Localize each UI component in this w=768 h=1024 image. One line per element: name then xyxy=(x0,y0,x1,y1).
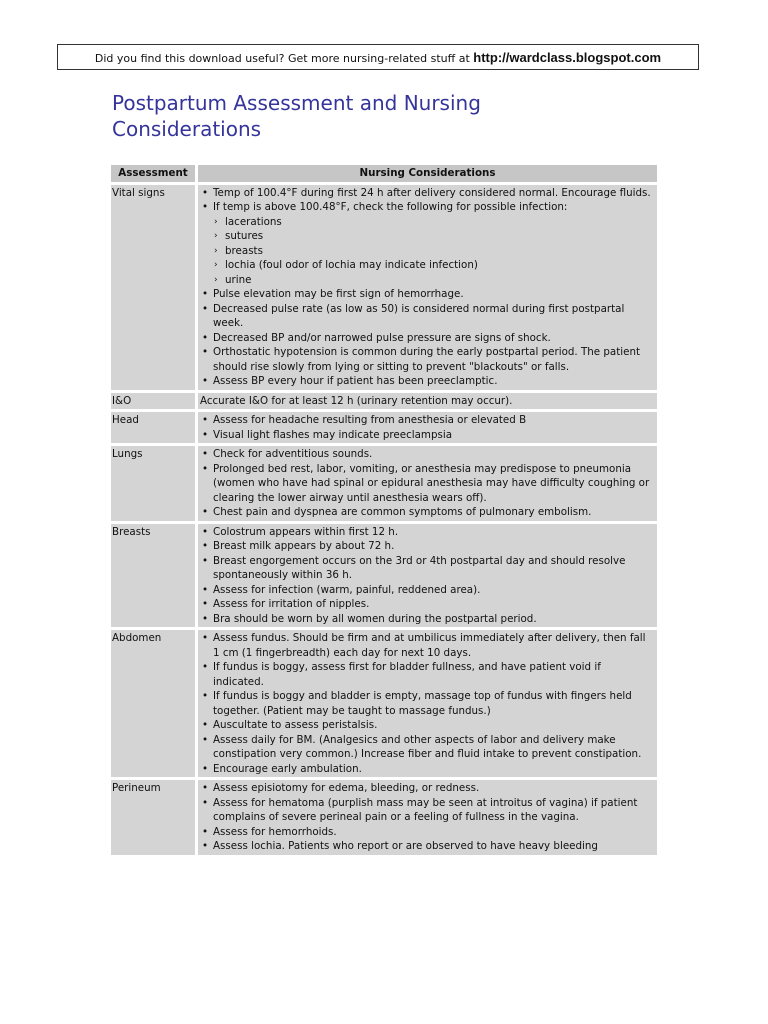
consideration-item-text: Assess for hematoma (purplish mass may be seen at introitus of vagina) if patient complains of severe perineal pain or a feeling of fullness in the vagina. xyxy=(213,796,638,823)
banner-text: Did you find this download useful? Get more nursing-related stuff at xyxy=(94,52,470,65)
consideration-item-text: Visual light flashes may indicate preeclampsia xyxy=(213,428,453,441)
considerations-cell xyxy=(198,412,657,443)
consideration-item-text: If fundus is boggy, assess first for bladder fullness, and have patient void if indicated. xyxy=(213,661,601,688)
assessment-cell: Breasts xyxy=(111,524,198,628)
consideration-item-text: Assess for infection (warm, painful, reddened area). xyxy=(213,583,481,596)
consideration-item-text: Bra should be worn by all women during the postpartal period. xyxy=(213,612,537,625)
consideration-item xyxy=(200,428,655,443)
consideration-item xyxy=(200,505,655,520)
consideration-item-text: Assess for headache resulting from anesthesia or elevated B xyxy=(213,414,527,426)
table-row xyxy=(111,524,657,628)
consideration-item-text: Breast engorgement occurs on the 3rd or 4th postpartal day and should resolve spontaneously within 36 h. xyxy=(213,554,626,581)
consideration-item xyxy=(200,554,655,583)
consideration-list xyxy=(200,525,655,627)
consideration-item xyxy=(200,733,655,762)
header-nursing-considerations: Nursing Considerations xyxy=(198,165,657,182)
considerations-cell xyxy=(198,393,657,410)
table-row xyxy=(111,446,657,521)
consideration-item-text: Assess episiotomy for edema, bleeding, or redness. xyxy=(213,782,480,794)
assessment-cell: I&O xyxy=(111,393,198,410)
considerations-cell xyxy=(198,524,657,628)
consideration-item-text: Encourage early ambulation. xyxy=(213,762,362,775)
considerations-cell xyxy=(198,780,657,855)
consideration-item xyxy=(200,462,655,506)
table-row xyxy=(111,393,657,410)
consideration-item-text: Auscultate to assess peristalsis. xyxy=(213,719,378,731)
consideration-item xyxy=(200,762,655,777)
table-row xyxy=(111,412,657,443)
sub-item: › lochia (foul odor of lochia may indicate infection) xyxy=(213,258,655,273)
sub-item: › breasts xyxy=(213,244,655,259)
consideration-list xyxy=(200,631,655,776)
consideration-text: Accurate I&O for at least 12 h (urinary retention may occur). xyxy=(200,394,513,407)
consideration-item-text: Breast milk appears by about 72 h. xyxy=(213,540,395,552)
sub-item: › urine xyxy=(213,273,655,288)
sub-item: › lacerations xyxy=(213,215,655,230)
consideration-item xyxy=(200,302,655,331)
consideration-item-text: Assess for hemorrhoids. xyxy=(213,825,337,838)
assessment-table xyxy=(111,162,657,858)
consideration-item-text: Assess BP every hour if patient has been preeclamptic. xyxy=(213,375,498,387)
table-row xyxy=(111,185,657,390)
consideration-item-text: If fundus is boggy and bladder is empty, massage top of fundus with fingers held together. (Patient may be taught to massage fundus.) xyxy=(213,690,632,717)
table-header-row xyxy=(111,165,657,182)
consideration-item xyxy=(200,825,655,840)
consideration-item xyxy=(200,374,655,389)
assessment-cell: Lungs xyxy=(111,446,198,521)
assessment-cell: Vital signs xyxy=(111,185,198,390)
consideration-item xyxy=(200,539,655,554)
consideration-item-text: Check for adventitious sounds. xyxy=(213,448,373,460)
consideration-item xyxy=(200,689,655,718)
consideration-item xyxy=(200,413,655,428)
consideration-item xyxy=(200,718,655,733)
considerations-cell xyxy=(198,630,657,777)
considerations-cell xyxy=(198,185,657,390)
assessment-cell: Abdomen xyxy=(111,630,198,777)
consideration-item xyxy=(200,331,655,346)
consideration-item xyxy=(200,660,655,689)
consideration-item-text: Decreased pulse rate (as low as 50) is considered normal during first postpartal week. xyxy=(213,302,625,329)
consideration-item-text: Assess lochia. Patients who report or are observed to have heavy bleeding xyxy=(213,840,598,852)
consideration-list xyxy=(200,413,655,442)
consideration-item xyxy=(200,583,655,598)
consideration-item xyxy=(200,796,655,825)
consideration-item xyxy=(200,186,655,201)
consideration-item-text: Assess daily for BM. (Analgesics and other aspects of labor and delivery make constipation very common.) Increase fiber and fluid intake to prevent constipation. xyxy=(213,733,642,760)
download-banner xyxy=(57,44,699,70)
consideration-item xyxy=(200,447,655,462)
consideration-item-text: Assess for irritation of nipples. xyxy=(213,598,370,610)
consideration-item-text: Colostrum appears within first 12 h. xyxy=(213,525,399,538)
sub-item: › sutures xyxy=(213,229,655,244)
consideration-item-text: Assess fundus. Should be firm and at umbilicus immediately after delivery, then fall 1 cm (1 fingerbreadth) each day for next 10 days. xyxy=(213,632,646,659)
sub-list xyxy=(213,215,655,288)
table-row xyxy=(111,630,657,777)
consideration-item xyxy=(200,612,655,627)
table-body xyxy=(111,185,657,855)
consideration-item xyxy=(200,839,655,854)
consideration-item xyxy=(200,200,655,287)
assessment-cell: Head xyxy=(111,412,198,443)
consideration-item-text: Temp of 100.4°F during first 24 h after delivery considered normal. Encourage fluids. xyxy=(213,186,651,199)
consideration-item xyxy=(200,781,655,796)
table-row xyxy=(111,780,657,855)
considerations-cell xyxy=(198,446,657,521)
banner-link[interactable]: http://wardclass.blogspot.com xyxy=(473,50,662,65)
page-title: Postpartum Assessment and Nursing Considerations xyxy=(112,91,481,141)
consideration-item-text: Chest pain and dyspnea are common symptoms of pulmonary embolism. xyxy=(213,506,592,518)
consideration-item-text: Prolonged bed rest, labor, vomiting, or anesthesia may predispose to pneumonia (women who have had spinal or epidural anesthesia may have difficulty coughing or clearing the lower airway until anesthesia wears off). xyxy=(213,462,650,504)
consideration-list xyxy=(200,781,655,854)
consideration-item-text: If temp is above 100.48°F, check the following for possible infection: xyxy=(213,201,568,213)
consideration-list xyxy=(200,447,655,520)
consideration-item xyxy=(200,597,655,612)
header-assessment: Assessment xyxy=(111,165,198,182)
consideration-item xyxy=(200,631,655,660)
consideration-item-text: Decreased BP and/or narrowed pulse pressure are signs of shock. xyxy=(213,331,551,344)
consideration-item-text: Orthostatic hypotension is common during the early postpartal period. The patient should rise slowly from lying or sitting to prevent "blackouts" or falls. xyxy=(213,346,641,373)
consideration-item xyxy=(200,287,655,302)
assessment-cell: Perineum xyxy=(111,780,198,855)
consideration-item xyxy=(200,525,655,540)
consideration-item-text: Pulse elevation may be first sign of hemorrhage. xyxy=(213,288,464,300)
consideration-list xyxy=(200,186,655,389)
consideration-item xyxy=(200,345,655,374)
